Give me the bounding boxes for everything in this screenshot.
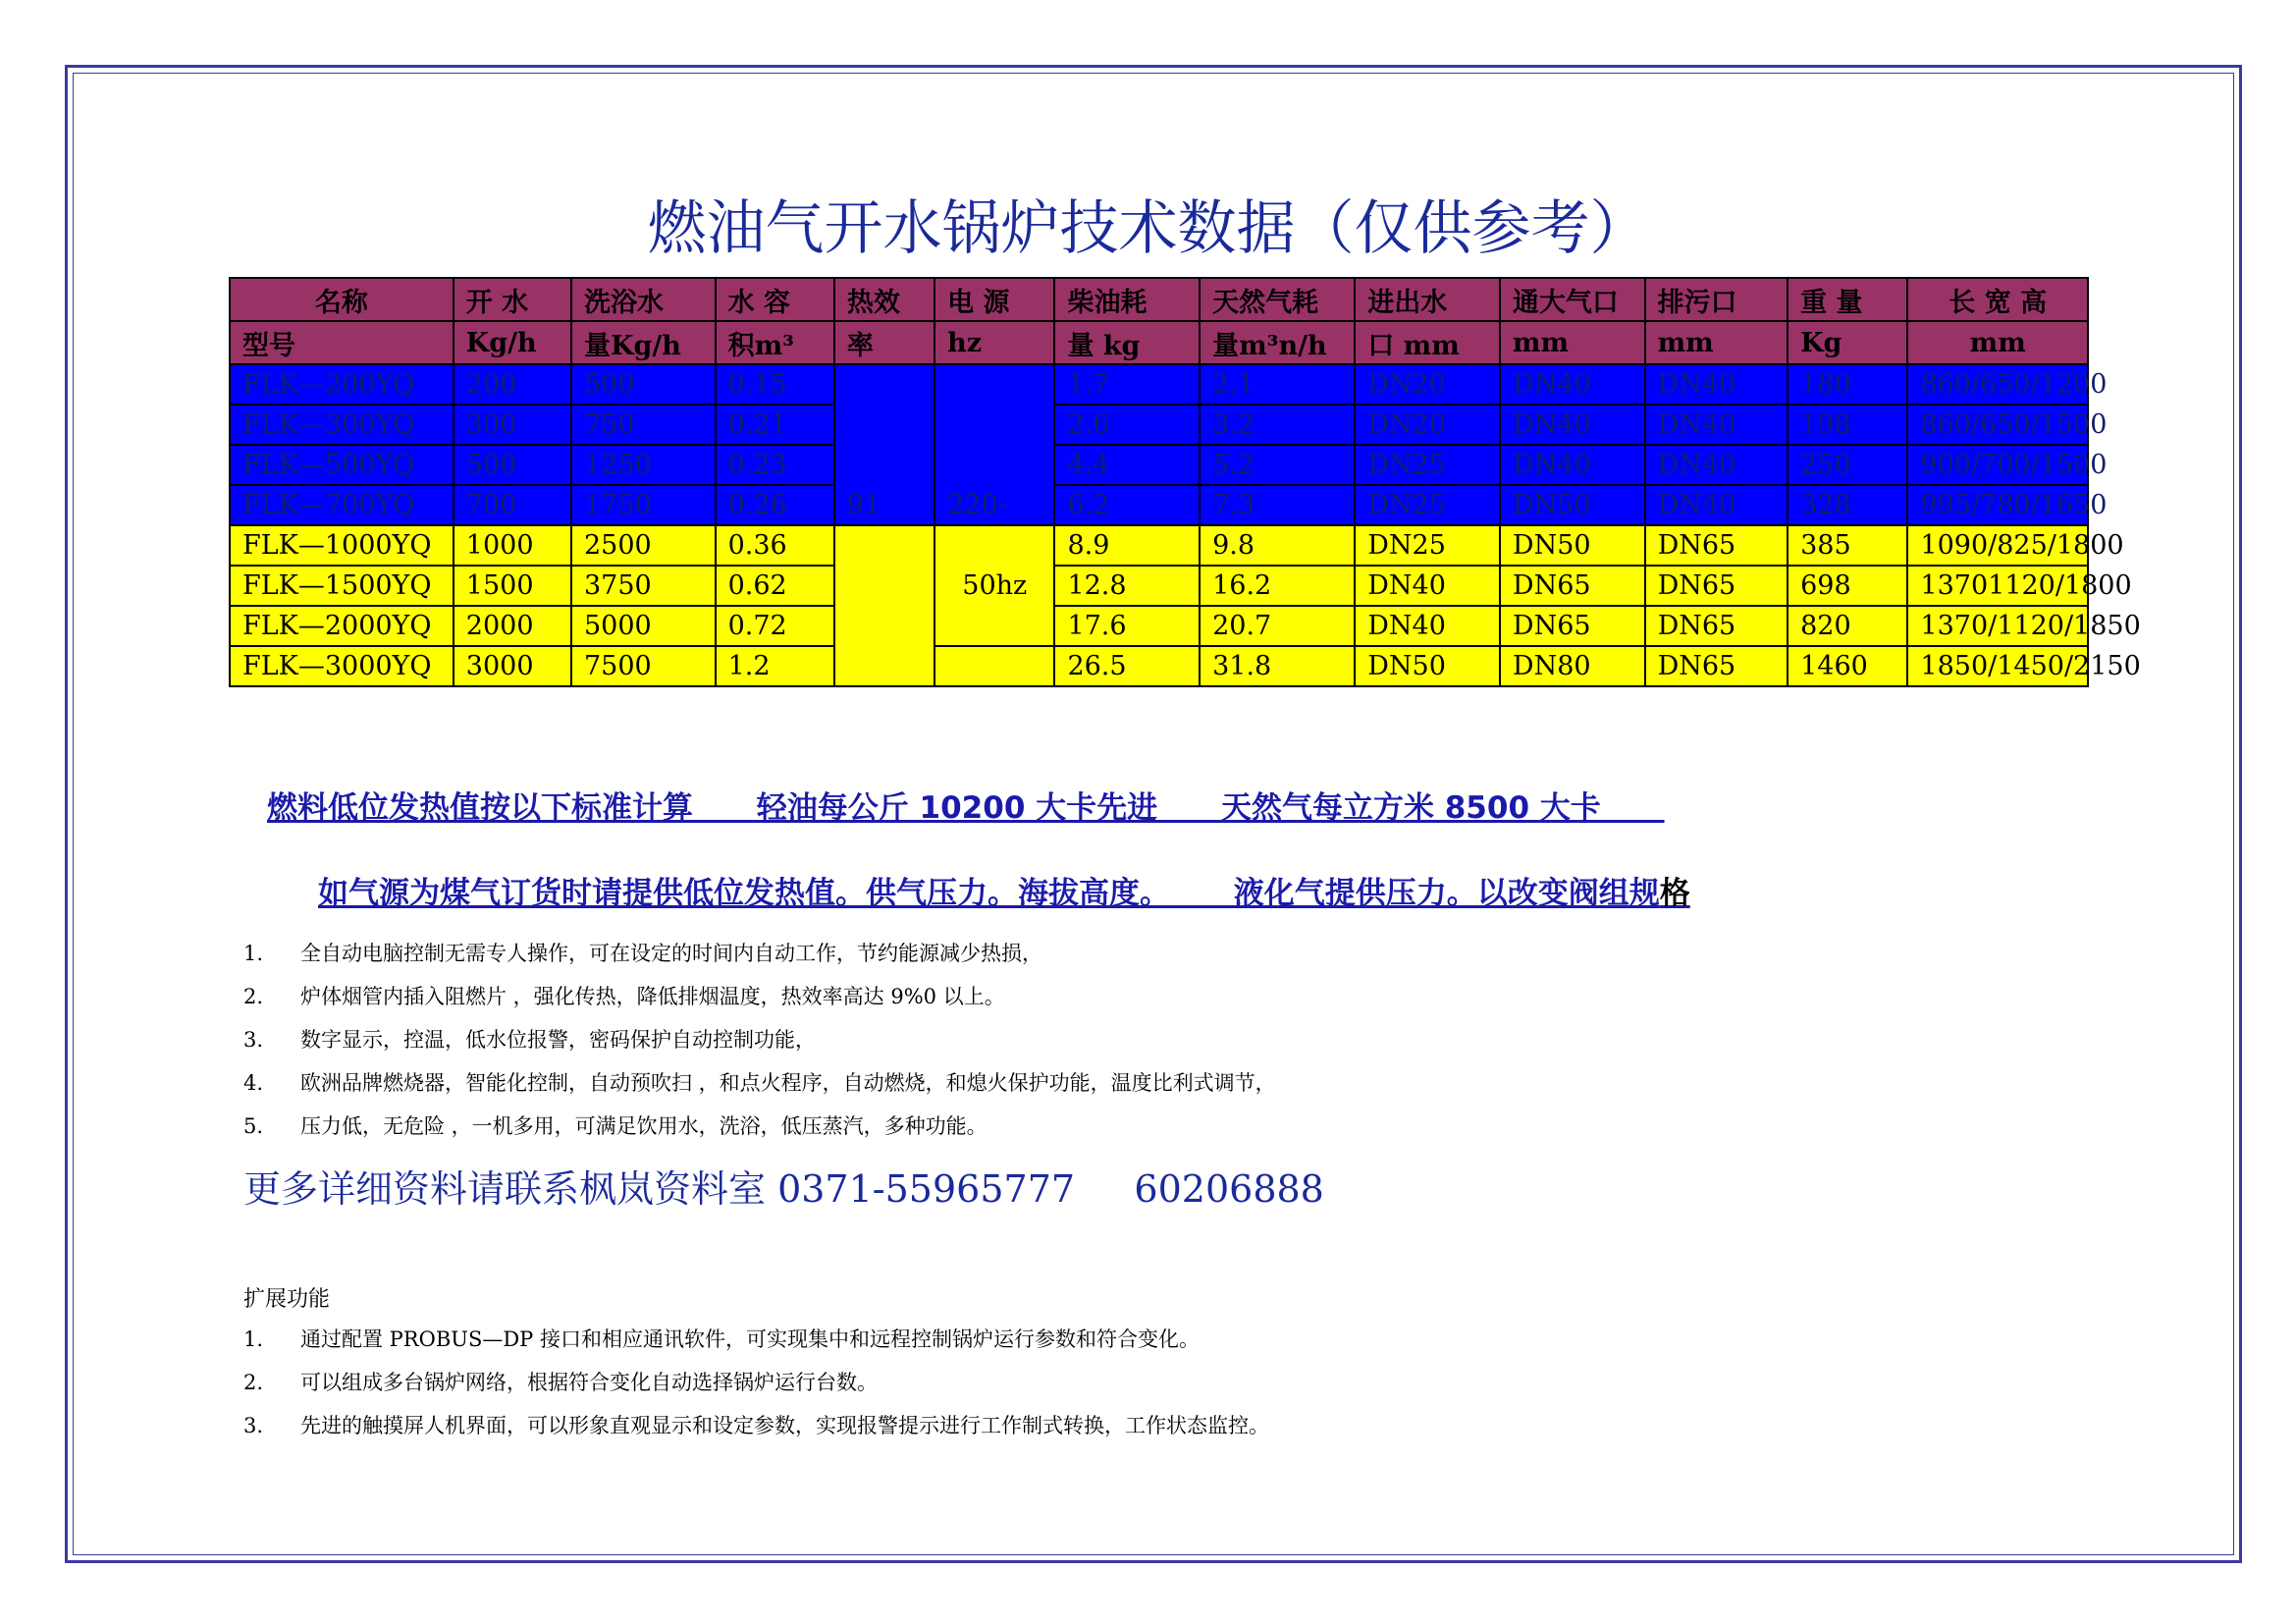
header-cell: hz [934,321,1054,364]
list-item [243,1324,1200,1353]
table-cell-tongdaqi: DN40 [1500,364,1645,405]
table-cell-kaishui: 700 [454,485,571,525]
efficiency-cell-lower [834,525,934,686]
table-cell-tianranqi: 31.8 [1200,646,1355,686]
table-cell-xiyu: 2500 [571,525,716,566]
gas-source-note-end: 格 [1659,876,1690,911]
table-cell-chaiyou: 8.9 [1054,525,1200,566]
table-cell-weight: 698 [1788,566,1907,606]
table-row [230,525,2088,566]
list-item-text: 全自动电脑控制无需专人操作，可在设定的时间内自动工作，节约能源减少热损， [300,942,1042,965]
table-row [230,606,2088,646]
table-cell-xiyu: 1250 [571,445,716,485]
power-cell: 220- [934,364,1054,525]
table-cell-paiwu: DN65 [1645,606,1789,646]
table-cell-dims: 995/780/1650 [1907,485,2088,525]
table-cell-weight: 180 [1788,364,1907,405]
list-item [243,1110,988,1140]
gas-source-note [318,868,1690,912]
table-cell-xiyu: 5000 [571,606,716,646]
header-cell: Kg [1788,321,1907,364]
table-cell-paiwu: DN65 [1645,646,1789,686]
header-cell: 水 容 [716,278,834,321]
table-cell-tongdaqi: DN50 [1500,485,1645,525]
table-cell-xiyu: 7500 [571,646,716,686]
table-cell-kaishui: 2000 [454,606,571,646]
list-item-text: 欧洲品牌燃烧器，智能化控制，自动预吹扫 ，和点火程序，自动燃烧，和熄火保护功能，温度比利式调节， [300,1071,1276,1095]
header-cell: 率 [834,321,934,364]
table-cell-shuirong: 1.2 [716,646,834,686]
table-cell-paiwu: DN65 [1645,566,1789,606]
table-cell-chaiyou: 1.7 [1054,364,1200,405]
list-item [243,1067,1276,1097]
table-cell-tianranqi: 16.2 [1200,566,1355,606]
table-cell-chaiyou: 2.6 [1054,405,1200,445]
header-cell: 热效 [834,278,934,321]
table-cell-model: FLK—300YQ [230,405,454,445]
header-cell: 排污口 [1645,278,1789,321]
table-cell-kaishui: 200 [454,364,571,405]
header-cell: 开 水 [454,278,571,321]
table-cell-tongdaqi: DN40 [1500,445,1645,485]
list-item-number: 1. [243,942,264,965]
list-item [243,1367,878,1396]
table-cell-tianranqi: 7.3 [1200,485,1355,525]
table-cell-jinchu: DN50 [1355,646,1500,686]
table-cell-paiwu: DN40 [1645,405,1789,445]
table-cell-model: FLK—3000YQ [230,646,454,686]
table-header-row-2 [230,321,2088,364]
list-item-number: 2. [243,1371,264,1394]
table-cell-dims: 860/650/1500 [1907,405,2088,445]
table-cell-model: FLK—500YQ [230,445,454,485]
header-cell: 电 源 [934,278,1054,321]
table-cell-jinchu: DN25 [1355,485,1500,525]
table-cell-weight: 820 [1788,606,1907,646]
table-cell-tianranqi: 9.8 [1200,525,1355,566]
table-cell-model: FLK—2000YQ [230,606,454,646]
table-cell-paiwu: DN40 [1645,364,1789,405]
power-cell-lower: 50hz [934,525,1054,646]
table-cell-weight: 328 [1788,485,1907,525]
list-item-number: 3. [243,1028,264,1052]
table-cell-jinchu: DN20 [1355,364,1500,405]
table-cell-jinchu: DN20 [1355,405,1500,445]
header-cell: 通大气口 [1500,278,1645,321]
table-cell-tongdaqi: DN50 [1500,525,1645,566]
table-cell-kaishui: 1000 [454,525,571,566]
table-cell-kaishui: 3000 [454,646,571,686]
header-cell: 量Kg/h [571,321,716,364]
table-cell-shuirong: 0.62 [716,566,834,606]
table-cell-tianranqi: 5.2 [1200,445,1355,485]
table-cell-chaiyou: 26.5 [1054,646,1200,686]
table-cell-weight: 250 [1788,445,1907,485]
table-cell-tianranqi: 2.1 [1200,364,1355,405]
table-cell-shuirong: 0.26 [716,485,834,525]
table-cell-chaiyou: 17.6 [1054,606,1200,646]
table-cell-shuirong: 0.21 [716,405,834,445]
list-item-number: 5. [243,1114,264,1138]
table-cell-jinchu: DN40 [1355,606,1500,646]
table-row [230,364,2088,405]
table-cell-dims: 1090/825/1800 [1907,525,2088,566]
header-cell: 洗浴水 [571,278,716,321]
list-item-text: 可以组成多台锅炉网络，根据符合变化自动选择锅炉运行台数。 [300,1371,878,1394]
header-cell: mm [1645,321,1789,364]
table-cell-tianranqi: 3.2 [1200,405,1355,445]
header-cell: 重 量 [1788,278,1907,321]
table-cell-tongdaqi: DN40 [1500,405,1645,445]
table-cell-jinchu: DN40 [1355,566,1500,606]
table-cell-kaishui: 1500 [454,566,571,606]
table-cell-model: FLK—1000YQ [230,525,454,566]
table-header-row-1 [230,278,2088,321]
table-cell-shuirong: 0.23 [716,445,834,485]
table-cell-paiwu: DN65 [1645,525,1789,566]
table-cell-jinchu: DN25 [1355,525,1500,566]
header-cell: mm [1500,321,1645,364]
extension-title: 扩展功能 [243,1287,331,1312]
table-cell-weight: 1460 [1788,646,1907,686]
list-item [243,938,1042,967]
list-item [243,1024,816,1054]
gas-source-note-main: 如气源为煤气订货时请提供低位发热值。供气压力。海拔高度。 液化气提供压力。以改变阀组规 [318,876,1660,911]
header-cell: 量 kg [1054,321,1200,364]
efficiency-cell: 91 [834,364,934,525]
table-cell-weight: 198 [1788,405,1907,445]
spec-table [229,277,2141,687]
table-cell-shuirong: 0.15 [716,364,834,405]
header-cell: 积m³ [716,321,834,364]
power-cell-empty [934,646,1054,686]
table-row [230,646,2088,686]
table-row [230,566,2088,606]
table-cell-dims: 1370/1120/1850 [1907,606,2088,646]
table-cell-tongdaqi: DN65 [1500,606,1645,646]
list-item [243,981,1005,1010]
table-cell-dims: 860/650/1200 [1907,364,2088,405]
list-item-text: 通过配置 PROBUS—DP 接口和相应通讯软件，可实现集中和远程控制锅炉运行参数和符合变化。 [300,1327,1200,1351]
header-cell: 量m³n/h [1200,321,1355,364]
table-cell-tongdaqi: DN65 [1500,566,1645,606]
table-cell-tianranqi: 20.7 [1200,606,1355,646]
table-row [230,485,2088,525]
table-cell-tongdaqi: DN80 [1500,646,1645,686]
list-item-text: 数字显示，控温，低水位报警，密码保护自动控制功能， [300,1028,816,1052]
list-item-text: 先进的触摸屏人机界面，可以形象直观显示和设定参数，实现报警提示进行工作制式转换，工作状态监控。 [300,1414,1269,1437]
table-cell-shuirong: 0.36 [716,525,834,566]
list-item-number: 2. [243,985,264,1008]
list-item-number: 3. [243,1414,264,1437]
table-cell-chaiyou: 6.2 [1054,485,1200,525]
table-row [230,405,2088,445]
table-cell-xiyu: 750 [571,405,716,445]
table-cell-dims: 1850/1450/2150 [1907,646,2088,686]
table-cell-paiwu: DN40 [1645,485,1789,525]
list-item-text: 炉体烟管内插入阻燃片 ，强化传热，降低排烟温度，热效率高达 9%0 以上。 [300,985,1005,1008]
table-cell-chaiyou: 12.8 [1054,566,1200,606]
contact-line: 更多详细资料请联系枫岚资料室 0371-55965777 60206888 [243,1167,1324,1211]
header-cell: 长 宽 高 [1907,278,2088,321]
table-cell-shuirong: 0.72 [716,606,834,646]
table-cell-xiyu: 3750 [571,566,716,606]
header-cell: 进出水 [1355,278,1500,321]
page-title: 燃油气开水锅炉技术数据（仅供参考） [647,194,1649,263]
header-cell: 口 mm [1355,321,1500,364]
table-cell-kaishui: 500 [454,445,571,485]
table-cell-model: FLK—200YQ [230,364,454,405]
list-item-number: 4. [243,1071,264,1095]
list-item [243,1410,1269,1439]
header-cell: Kg/h [454,321,571,364]
list-item-text: 压力低，无危险 ，一机多用，可满足饮用水，洗浴，低压蒸汽，多种功能。 [300,1114,988,1138]
list-item-number: 1. [243,1327,264,1351]
calorific-note: 燃料低位发热值按以下标准计算 轻油每公斤 10200 大卡先进 天然气每立方米 8500 大卡 [267,790,1665,826]
table-cell-dims: 900/700/1500 [1907,445,2088,485]
table-cell-jinchu: DN25 [1355,445,1500,485]
table-cell-chaiyou: 4.4 [1054,445,1200,485]
header-cell: 柴油耗 [1054,278,1200,321]
header-cell: 型号 [230,321,454,364]
table-cell-xiyu: 1750 [571,485,716,525]
table-cell-weight: 385 [1788,525,1907,566]
header-cell: 名称 [230,278,454,321]
table-cell-model: FLK—1500YQ [230,566,454,606]
header-cell: mm [1907,321,2088,364]
table-row [230,445,2088,485]
table-cell-paiwu: DN40 [1645,445,1789,485]
table-cell-model: FLK—700YQ [230,485,454,525]
table-cell-dims: 13701120/1800 [1907,566,2088,606]
table-cell-xiyu: 500 [571,364,716,405]
header-cell: 天然气耗 [1200,278,1355,321]
table-cell-kaishui: 300 [454,405,571,445]
